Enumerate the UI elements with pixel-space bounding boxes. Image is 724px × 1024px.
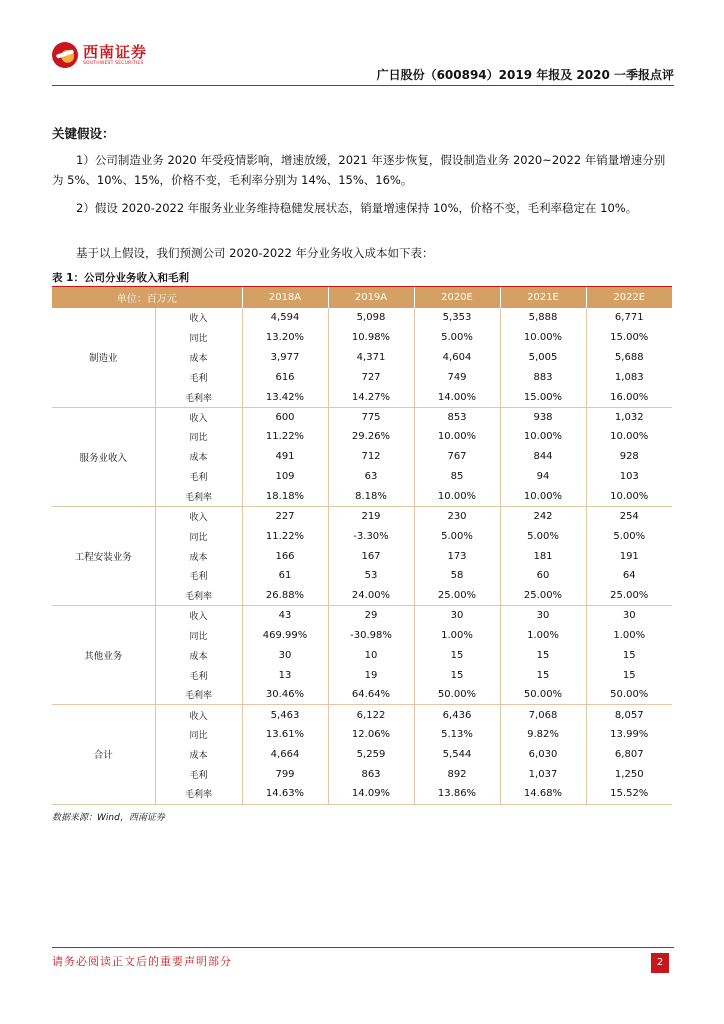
metric-name-cell: 同比 xyxy=(155,725,242,745)
value-cell: 13 xyxy=(242,665,328,685)
value-cell: 883 xyxy=(500,368,586,388)
value-cell: 616 xyxy=(242,368,328,388)
forecast-intro-paragraph: 基于以上假设，我们预测公司 2020-2022 年分业务收入成本如下表： xyxy=(76,246,434,260)
value-cell: 6,122 xyxy=(328,705,414,725)
value-cell: 749 xyxy=(414,368,500,388)
metric-name-cell: 毛利率 xyxy=(155,784,242,804)
year-header: 2018A xyxy=(242,287,328,308)
value-cell: 14.00% xyxy=(414,387,500,407)
value-cell: 14.09% xyxy=(328,784,414,804)
value-cell: 242 xyxy=(500,506,586,526)
value-cell: 6,436 xyxy=(414,705,500,725)
metric-name-cell: 成本 xyxy=(155,348,242,368)
metric-name-cell: 成本 xyxy=(155,546,242,566)
value-cell: 15 xyxy=(622,669,636,681)
value-cell: 5,005 xyxy=(500,348,586,368)
value-cell: 11.22% xyxy=(242,526,328,546)
value-cell: 491 xyxy=(242,447,328,467)
value-cell: 1,250 xyxy=(614,768,644,780)
value-cell: 15.00% xyxy=(500,387,586,407)
value-cell: 16.00% xyxy=(586,387,672,407)
value-cell: 600 xyxy=(242,407,328,427)
table-row xyxy=(52,308,672,328)
value-cell: 109 xyxy=(242,467,328,487)
value-cell: 5.00% xyxy=(414,328,500,348)
value-cell: 1.00% xyxy=(500,626,586,646)
value-cell: 5,688 xyxy=(614,352,644,364)
metric-name-cell: 毛利率 xyxy=(155,586,242,606)
value-cell: 7,068 xyxy=(500,705,586,725)
value-cell: 844 xyxy=(500,447,586,467)
metric-name-cell: 毛利率 xyxy=(155,685,242,705)
data-source-note: 数据来源：Wind，西南证券 xyxy=(52,813,165,823)
value-cell: 103 xyxy=(619,471,639,483)
value-cell: 13.99% xyxy=(610,729,649,741)
value-cell: 18.18% xyxy=(242,487,328,507)
value-cell: 10.00% xyxy=(414,427,500,447)
value-cell: 10 xyxy=(328,645,414,665)
value-cell: 50.00% xyxy=(586,685,672,705)
value-cell: 13.86% xyxy=(414,784,500,804)
value-cell: 60 xyxy=(500,566,586,586)
value-cell: 15 xyxy=(500,665,586,685)
value-cell: 4,604 xyxy=(414,348,500,368)
metric-name-cell: 同比 xyxy=(155,427,242,447)
unit-header: 单位：百万元 xyxy=(52,287,242,308)
metric-name-cell: 毛利 xyxy=(155,467,242,487)
value-cell: 4,664 xyxy=(242,745,328,765)
value-cell: 14.63% xyxy=(242,784,328,804)
value-cell: 5,463 xyxy=(242,705,328,725)
value-cell: 191 xyxy=(619,550,639,562)
value-cell: 727 xyxy=(328,368,414,388)
value-cell: 5,353 xyxy=(414,308,500,328)
value-cell: 167 xyxy=(328,546,414,566)
value-cell: 1.00% xyxy=(414,626,500,646)
metric-name-cell: 毛利 xyxy=(155,566,242,586)
segment-revenue-table xyxy=(52,287,672,805)
value-cell: 5,888 xyxy=(500,308,586,328)
value-cell: 10.00% xyxy=(586,487,672,507)
value-cell: 799 xyxy=(242,764,328,784)
value-cell: 4,594 xyxy=(242,308,328,328)
metric-name-cell: 成本 xyxy=(155,745,242,765)
metric-name-cell: 同比 xyxy=(155,526,242,546)
year-header: 2022E xyxy=(586,287,672,308)
value-cell: 58 xyxy=(414,566,500,586)
logo-mark-icon xyxy=(52,42,78,68)
metric-name-cell: 成本 xyxy=(155,645,242,665)
value-cell: 30 xyxy=(500,606,586,626)
value-cell: 19 xyxy=(328,665,414,685)
table-header-row xyxy=(52,287,672,308)
value-cell: 938 xyxy=(500,407,586,427)
value-cell: 5.00% xyxy=(613,530,646,542)
metric-name-cell: 同比 xyxy=(155,328,242,348)
value-cell: 4,371 xyxy=(328,348,414,368)
metric-name-cell: 毛利 xyxy=(155,368,242,388)
value-cell: 29 xyxy=(328,606,414,626)
footer-disclaimer: 请务必阅读正文后的重要声明部分 xyxy=(52,955,232,968)
company-logo xyxy=(52,42,147,68)
value-cell: 5,098 xyxy=(328,308,414,328)
value-cell: 10.00% xyxy=(500,328,586,348)
metric-name-cell: 收入 xyxy=(155,308,242,328)
value-cell: 6,771 xyxy=(614,312,644,324)
value-cell: 3,977 xyxy=(242,348,328,368)
value-cell: 5,544 xyxy=(414,745,500,765)
table-row xyxy=(52,606,672,626)
metric-name-cell: 收入 xyxy=(155,407,242,427)
page-number: 2 xyxy=(651,953,669,973)
value-cell: 11.22% xyxy=(242,427,328,447)
table-row xyxy=(52,506,672,526)
value-cell: 10.00% xyxy=(610,431,649,443)
segment-name-cell: 合计 xyxy=(52,705,155,804)
value-cell: 63 xyxy=(328,467,414,487)
year-header: 2020E xyxy=(414,287,500,308)
value-cell: 863 xyxy=(328,764,414,784)
section-title: 关键假设： xyxy=(52,126,115,141)
value-cell: 10.00% xyxy=(414,487,500,507)
metric-name-cell: 收入 xyxy=(155,506,242,526)
value-cell: 64 xyxy=(622,570,636,582)
segment-name-cell: 工程安装业务 xyxy=(52,506,155,605)
value-cell: 469.99% xyxy=(242,626,328,646)
page-header xyxy=(52,42,674,86)
value-cell: 775 xyxy=(328,407,414,427)
header-divider xyxy=(52,85,674,86)
value-cell: 25.00% xyxy=(500,586,586,606)
value-cell: 43 xyxy=(242,606,328,626)
value-cell: 1,032 xyxy=(614,411,644,423)
value-cell: 1.00% xyxy=(613,629,646,641)
metric-name-cell: 收入 xyxy=(155,705,242,725)
value-cell: 5.00% xyxy=(414,526,500,546)
value-cell: 10.00% xyxy=(500,487,586,507)
value-cell: 5.00% xyxy=(500,526,586,546)
value-cell: 30 xyxy=(414,606,500,626)
value-cell: 5,259 xyxy=(328,745,414,765)
value-cell: 166 xyxy=(242,546,328,566)
value-cell: 173 xyxy=(414,546,500,566)
value-cell: 25.00% xyxy=(414,586,500,606)
value-cell: 767 xyxy=(414,447,500,467)
value-cell: 50.00% xyxy=(414,685,500,705)
table-caption: 表 1：公司分业务收入和毛利 xyxy=(52,272,189,284)
value-cell: 15.00% xyxy=(610,332,649,344)
table-row xyxy=(52,705,672,725)
value-cell: 6,030 xyxy=(500,745,586,765)
segment-name-cell: 其他业务 xyxy=(52,606,155,705)
metric-name-cell: 成本 xyxy=(155,447,242,467)
value-cell: 13.20% xyxy=(242,328,328,348)
metric-name-cell: 同比 xyxy=(155,626,242,646)
value-cell: 892 xyxy=(414,764,500,784)
value-cell: 219 xyxy=(328,506,414,526)
year-header: 2019A xyxy=(328,287,414,308)
value-cell: 29.26% xyxy=(328,427,414,447)
value-cell: 254 xyxy=(619,511,639,523)
value-cell: 1,037 xyxy=(500,764,586,784)
value-cell: 15 xyxy=(622,649,636,661)
value-cell: 53 xyxy=(328,566,414,586)
metric-name-cell: 收入 xyxy=(155,606,242,626)
value-cell: 9.82% xyxy=(500,725,586,745)
value-cell: 6,807 xyxy=(614,748,644,760)
value-cell: 85 xyxy=(414,467,500,487)
value-cell: 227 xyxy=(242,506,328,526)
value-cell: 14.68% xyxy=(500,784,586,804)
value-cell: 25.00% xyxy=(586,586,672,606)
value-cell: 64.64% xyxy=(328,685,414,705)
logo-chinese-name: 西南证券 xyxy=(83,43,148,61)
value-cell: 15.52% xyxy=(586,784,672,804)
value-cell: 30 xyxy=(242,645,328,665)
value-cell: 94 xyxy=(500,467,586,487)
value-cell: -30.98% xyxy=(328,626,414,646)
value-cell: 181 xyxy=(500,546,586,566)
assumption-paragraph-2: 2）假设 2020-2022 年服务业业务维持稳健发展状态，销量增速保持 10%，价格不变，毛利率稳定在 10%。 xyxy=(76,201,638,215)
value-cell: 15 xyxy=(414,645,500,665)
value-cell: 61 xyxy=(242,566,328,586)
value-cell: 13.42% xyxy=(242,387,328,407)
metric-name-cell: 毛利率 xyxy=(155,487,242,507)
metric-name-cell: 毛利率 xyxy=(155,387,242,407)
value-cell: 30.46% xyxy=(242,685,328,705)
value-cell: 24.00% xyxy=(328,586,414,606)
value-cell: 50.00% xyxy=(500,685,586,705)
value-cell: 8.18% xyxy=(328,487,414,507)
logo-english-name: SOUTHWEST SECURITIES xyxy=(83,61,144,66)
value-cell: 230 xyxy=(414,506,500,526)
value-cell: 712 xyxy=(328,447,414,467)
value-cell: 30 xyxy=(622,610,636,622)
assumption-paragraph-1: 1）公司制造业务 2020 年受疫情影响，增速放缓，2021 年逐步恢复，假设制造业务 2020~2022 年销量增速分别为 5%、10%、15%，价格不变，毛利率分别为 14%、15%、16%。 xyxy=(52,153,666,187)
value-cell: 12.06% xyxy=(328,725,414,745)
value-cell: 15 xyxy=(414,665,500,685)
value-cell: 26.88% xyxy=(242,586,328,606)
value-cell: 5.13% xyxy=(414,725,500,745)
metric-name-cell: 毛利 xyxy=(155,764,242,784)
value-cell: 13.61% xyxy=(242,725,328,745)
metric-name-cell: 毛利 xyxy=(155,665,242,685)
year-header: 2021E xyxy=(500,287,586,308)
value-cell: -3.30% xyxy=(328,526,414,546)
value-cell: 14.27% xyxy=(328,387,414,407)
value-cell: 8,057 xyxy=(614,709,644,721)
value-cell: 1,083 xyxy=(614,371,644,383)
value-cell: 10.98% xyxy=(328,328,414,348)
segment-name-cell: 服务业收入 xyxy=(52,407,155,506)
value-cell: 853 xyxy=(414,407,500,427)
report-title: 广日股份（600894）2019 年报及 2020 一季报点评 xyxy=(376,68,674,82)
value-cell: 10.00% xyxy=(500,427,586,447)
value-cell: 15 xyxy=(500,645,586,665)
value-cell: 928 xyxy=(619,451,639,463)
table-row xyxy=(52,407,672,427)
footer-divider xyxy=(52,947,674,948)
segment-name-cell: 制造业 xyxy=(52,308,155,407)
